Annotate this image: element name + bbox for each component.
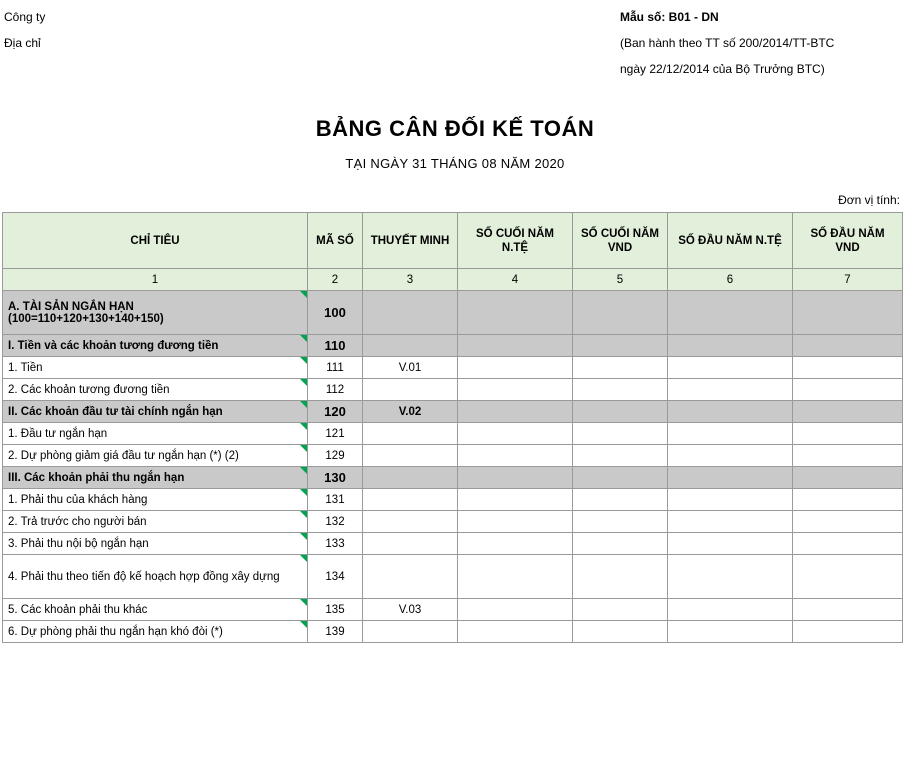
- row-note: [363, 467, 458, 489]
- table-row[interactable]: [3, 335, 903, 357]
- row-label-line-2: (100=110+120+130+140+150): [8, 312, 164, 325]
- row-code: 121: [308, 423, 363, 445]
- page-title: BẢNG CÂN ĐỐI KẾ TOÁN: [315, 116, 595, 141]
- row-label: 5. Các khoản phải thu khác: [3, 599, 308, 621]
- row-value-end-vnd[interactable]: [573, 379, 668, 401]
- row-value-begin-vnd[interactable]: [793, 291, 903, 335]
- row-value-end-fx[interactable]: [458, 291, 573, 335]
- row-label: 4. Phải thu theo tiến độ kế hoạch hợp đồng xây dựng: [3, 555, 308, 599]
- row-value-begin-vnd[interactable]: [793, 533, 903, 555]
- row-code: 132: [308, 511, 363, 533]
- row-label: 2. Các khoản tương đương tiền: [3, 379, 308, 401]
- col-header-chi-tieu: CHỈ TIÊU: [3, 213, 308, 269]
- company-label: Công ty: [4, 10, 46, 24]
- header-right-block: [620, 4, 910, 82]
- table-row[interactable]: [3, 379, 903, 401]
- row-value-end-fx[interactable]: [458, 445, 573, 467]
- col-num-2: 2: [308, 269, 363, 291]
- row-value-begin-fx[interactable]: [668, 599, 793, 621]
- col-header-so-dau-nam-nte: SỐ ĐẦU NĂM N.TỆ: [668, 213, 793, 269]
- row-value-end-vnd[interactable]: [573, 401, 668, 423]
- row-value-begin-fx[interactable]: [668, 445, 793, 467]
- row-value-end-vnd[interactable]: [573, 511, 668, 533]
- row-code: 134: [308, 555, 363, 599]
- row-value-end-fx[interactable]: [458, 379, 573, 401]
- col-header-ma-so: MÃ SỐ: [308, 213, 363, 269]
- row-label: 1. Phải thu của khách hàng: [3, 489, 308, 511]
- row-value-begin-vnd[interactable]: [793, 445, 903, 467]
- row-note: [363, 291, 458, 335]
- col-num-1: 1: [3, 269, 308, 291]
- col-num-6: 6: [668, 269, 793, 291]
- row-value-end-fx[interactable]: [458, 511, 573, 533]
- form-number: Mẫu số: B01 - DN: [620, 10, 719, 24]
- row-note: V.03: [363, 599, 458, 621]
- table-row[interactable]: [3, 467, 903, 489]
- row-value-end-fx[interactable]: [458, 401, 573, 423]
- row-label: 3. Phải thu nội bộ ngắn hạn: [3, 533, 308, 555]
- row-note: [363, 511, 458, 533]
- table-row[interactable]: [3, 445, 903, 467]
- table-row[interactable]: [3, 621, 903, 643]
- row-value-end-fx[interactable]: [458, 555, 573, 599]
- col-num-3: 3: [363, 269, 458, 291]
- row-value-end-vnd[interactable]: [573, 357, 668, 379]
- row-value-begin-vnd[interactable]: [793, 621, 903, 643]
- document-header: [0, 0, 910, 96]
- table-row[interactable]: [3, 291, 903, 335]
- row-note: [363, 621, 458, 643]
- table-row[interactable]: [3, 423, 903, 445]
- row-value-end-fx[interactable]: [458, 599, 573, 621]
- table-row[interactable]: [3, 357, 903, 379]
- row-value-end-fx[interactable]: [458, 423, 573, 445]
- row-label: 1. Tiền: [3, 357, 308, 379]
- row-value-begin-fx[interactable]: [668, 621, 793, 643]
- row-label: 2. Dự phòng giảm giá đầu tư ngắn hạn (*) (2): [3, 445, 308, 467]
- row-value-begin-fx[interactable]: [668, 357, 793, 379]
- row-value-end-vnd[interactable]: [573, 621, 668, 643]
- row-note: [363, 335, 458, 357]
- table-body: [3, 291, 903, 643]
- row-code: 129: [308, 445, 363, 467]
- table-column-number-row: [3, 269, 903, 291]
- row-code: 133: [308, 533, 363, 555]
- row-value-end-fx[interactable]: [458, 533, 573, 555]
- col-num-4: 4: [458, 269, 573, 291]
- col-header-so-cuoi-nam-vnd: SỐ CUỐI NĂM VND: [573, 213, 668, 269]
- row-code: 131: [308, 489, 363, 511]
- row-code: 111: [308, 357, 363, 379]
- row-value-begin-vnd[interactable]: [793, 335, 903, 357]
- row-note: [363, 423, 458, 445]
- row-label: [3, 291, 308, 335]
- row-value-begin-vnd[interactable]: [793, 489, 903, 511]
- row-label: 1. Đầu tư ngắn hạn: [3, 423, 308, 445]
- row-code: 120: [308, 401, 363, 423]
- row-value-begin-vnd[interactable]: [793, 467, 903, 489]
- row-code: 139: [308, 621, 363, 643]
- unit-label: Đơn vị tính:: [838, 193, 900, 207]
- row-value-begin-fx[interactable]: [668, 467, 793, 489]
- table-row[interactable]: [3, 489, 903, 511]
- row-value-begin-fx[interactable]: [668, 423, 793, 445]
- row-label: II. Các khoản đầu tư tài chính ngắn hạn: [3, 401, 308, 423]
- col-header-so-cuoi-nam-nte: SỐ CUỐI NĂM N.TỆ: [458, 213, 573, 269]
- row-value-begin-fx[interactable]: [668, 533, 793, 555]
- table-row[interactable]: [3, 533, 903, 555]
- table-row[interactable]: [3, 401, 903, 423]
- row-note: V.01: [363, 357, 458, 379]
- row-value-begin-fx[interactable]: [668, 335, 793, 357]
- row-code: 100: [308, 291, 363, 335]
- row-value-begin-vnd[interactable]: [793, 599, 903, 621]
- page-subtitle: TẠI NGÀY 31 THÁNG 08 NĂM 2020: [345, 156, 565, 171]
- table-row[interactable]: [3, 599, 903, 621]
- row-value-begin-fx[interactable]: [668, 291, 793, 335]
- row-label: I. Tiền và các khoản tương đương tiền: [3, 335, 308, 357]
- address-label: Địa chỉ: [4, 36, 41, 50]
- row-value-begin-fx[interactable]: [668, 555, 793, 599]
- row-value-end-vnd[interactable]: [573, 555, 668, 599]
- row-label: 2. Trả trước cho người bán: [3, 511, 308, 533]
- balance-sheet-table: [2, 212, 903, 643]
- row-code: 130: [308, 467, 363, 489]
- row-value-end-vnd[interactable]: [573, 445, 668, 467]
- row-label: 6. Dự phòng phải thu ngắn hạn khó đòi (*): [3, 621, 308, 643]
- col-num-7: 7: [793, 269, 903, 291]
- row-label-line-1: A. TÀI SẢN NGẮN HẠN: [8, 300, 134, 313]
- row-value-begin-vnd[interactable]: [793, 423, 903, 445]
- row-value-end-vnd[interactable]: [573, 423, 668, 445]
- table-row[interactable]: [3, 555, 903, 599]
- row-value-end-fx[interactable]: [458, 335, 573, 357]
- row-note: [363, 533, 458, 555]
- row-value-end-vnd[interactable]: [573, 533, 668, 555]
- row-note: [363, 379, 458, 401]
- row-value-begin-fx[interactable]: [668, 489, 793, 511]
- row-value-begin-vnd[interactable]: [793, 379, 903, 401]
- row-note: [363, 445, 458, 467]
- row-value-begin-vnd[interactable]: [793, 511, 903, 533]
- col-header-thuyet-minh: THUYẾT MINH: [363, 213, 458, 269]
- row-label: III. Các khoản phải thu ngắn hạn: [3, 467, 308, 489]
- issued-line-2: ngày 22/12/2014 của Bộ Trưởng BTC): [620, 62, 825, 76]
- issued-line-1: (Ban hành theo TT số 200/2014/TT-BTC: [620, 36, 835, 50]
- row-value-end-fx[interactable]: [458, 621, 573, 643]
- row-value-end-vnd[interactable]: [573, 467, 668, 489]
- row-value-end-vnd[interactable]: [573, 489, 668, 511]
- row-code: 112: [308, 379, 363, 401]
- row-note: V.02: [363, 401, 458, 423]
- col-num-5: 5: [573, 269, 668, 291]
- table-header-row: [3, 213, 903, 269]
- row-value-end-vnd[interactable]: [573, 599, 668, 621]
- row-value-end-fx[interactable]: [458, 489, 573, 511]
- table-row[interactable]: [3, 511, 903, 533]
- row-code: 110: [308, 335, 363, 357]
- row-value-begin-fx[interactable]: [668, 401, 793, 423]
- row-value-begin-vnd[interactable]: [793, 555, 903, 599]
- row-value-begin-fx[interactable]: [668, 511, 793, 533]
- row-value-end-fx[interactable]: [458, 357, 573, 379]
- row-value-end-fx[interactable]: [458, 467, 573, 489]
- row-value-begin-vnd[interactable]: [793, 357, 903, 379]
- row-code: 135: [308, 599, 363, 621]
- col-header-so-dau-nam-vnd: SỐ ĐẦU NĂM VND: [793, 213, 903, 269]
- header-left-block: [4, 4, 304, 56]
- row-value-end-vnd[interactable]: [573, 335, 668, 357]
- row-value-begin-fx[interactable]: [668, 379, 793, 401]
- row-value-end-vnd[interactable]: [573, 291, 668, 335]
- row-value-begin-vnd[interactable]: [793, 401, 903, 423]
- row-note: [363, 489, 458, 511]
- row-note: [363, 555, 458, 599]
